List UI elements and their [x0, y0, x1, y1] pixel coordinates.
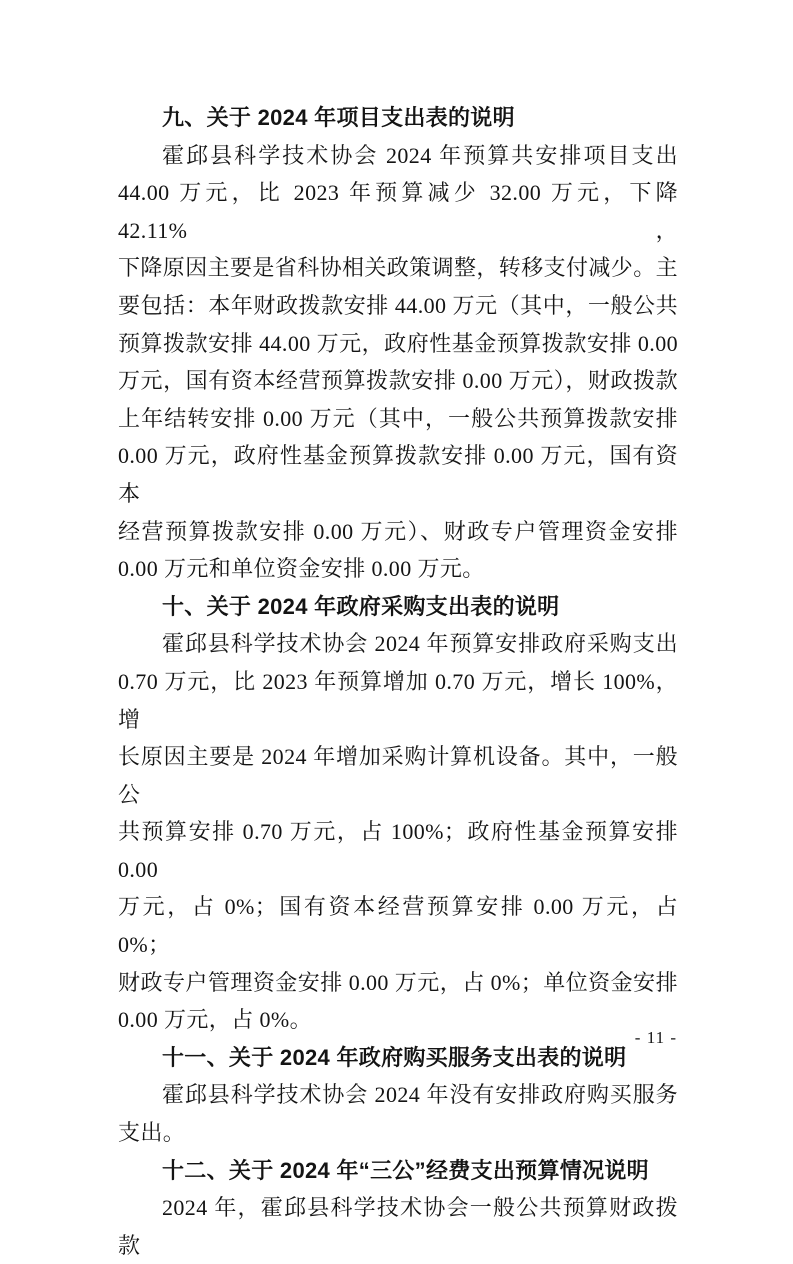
text-line: 霍邱县科学技术协会 2024 年预算共安排项目支出 — [162, 142, 678, 168]
text-line: 上年结转安排 0.00 万元（其中，一般公共预算拨款安排 — [118, 405, 678, 431]
text-line: 长原因主要是 2024 年增加采购计算机设备。其中，一般公 — [118, 744, 678, 807]
text-line: 0.00 万元，占 0%。 — [118, 1007, 313, 1033]
text-line: 0.00 万元和单位资金安排 0.00 万元。 — [118, 556, 485, 582]
text-line: 44.00 万元，比 2023 年预算减少 32.00 万元，下降 42.11%， — [118, 180, 678, 243]
text-line: 2024 年，霍邱县科学技术协会一般公共预算财政拨款 — [118, 1195, 678, 1258]
section-heading-4: 十二、关于 2024 年“三公”经费支出预算情况说明 — [162, 1157, 649, 1183]
text-line: 0.70 万元，比 2023 年预算增加 0.70 万元，增长 100%，增 — [118, 668, 678, 732]
text-line: 霍邱县科学技术协会 2024 年没有安排政府购买服务 — [162, 1082, 678, 1108]
section-heading-2: 十、关于 2024 年政府采购支出表的说明 — [162, 593, 560, 619]
text-line: 万元，国有资本经营预算拨款安排 0.00 万元），财政拨款 — [118, 368, 678, 394]
text-line: 预算拨款安排 44.00 万元，政府性基金预算拨款安排 0.00 — [118, 330, 678, 356]
text-line: 经营预算拨款安排 0.00 万元）、财政专户管理资金安排 — [118, 518, 678, 544]
section-heading-1: 九、关于 2024 年项目支出表的说明 — [162, 105, 515, 130]
text-line: 下降原因主要是省科协相关政策调整，转移支付减少。主 — [118, 255, 679, 281]
text-line: 万元，占 0%；国有资本经营预算安排 0.00 万元，占 0%； — [118, 894, 678, 958]
text-line: 共预算安排 0.70 万元，占 100%；政府性基金预算安排 0.00 — [118, 819, 678, 882]
document-body — [118, 99, 678, 1264]
text-line: 0.00 万元，政府性基金预算拨款安排 0.00 万元，国有资本 — [118, 443, 678, 506]
section-heading-3: 十一、关于 2024 年政府购买服务支出表的说明 — [162, 1044, 627, 1070]
text-line: 要包括：本年财政拨款安排 44.00 万元（其中，一般公共 — [118, 292, 678, 318]
text-line: 支出。 — [118, 1120, 186, 1146]
page-number: - 11 - — [634, 1028, 677, 1047]
text-line: 财政专户管理资金安排 0.00 万元，占 0%；单位资金安排 — [118, 969, 678, 995]
text-line: 霍邱县科学技术协会 2024 年预算安排政府采购支出 — [162, 631, 678, 657]
